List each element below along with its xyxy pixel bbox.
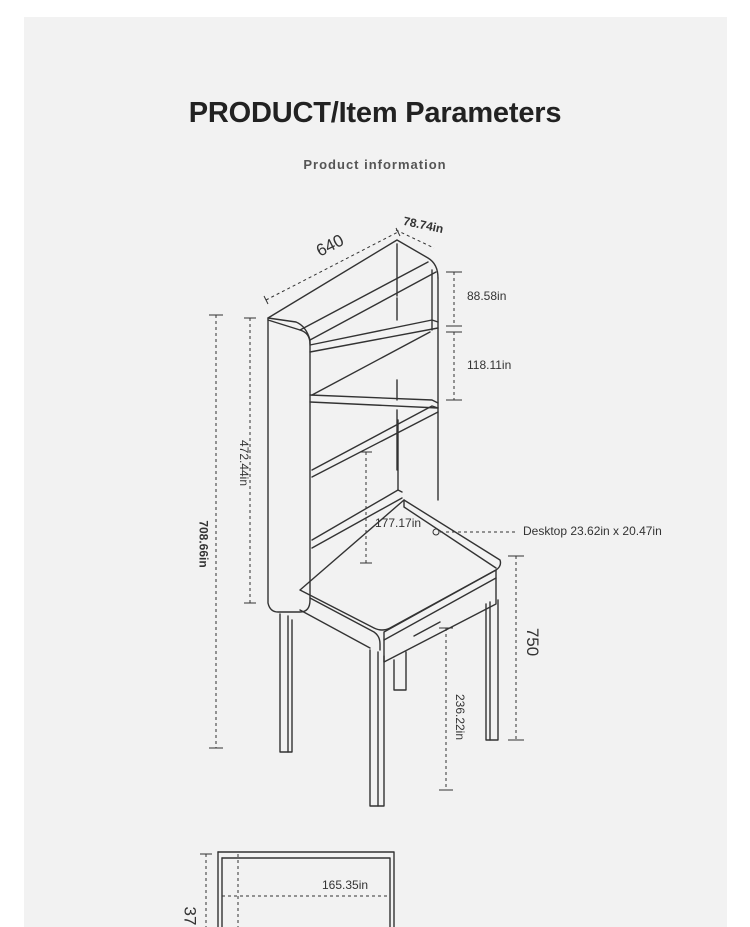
- width-label: 640: [313, 230, 347, 261]
- drawer-width-label: 165.35in: [322, 878, 369, 892]
- bookcase-height-label: 472.44in: [237, 439, 252, 487]
- depth-label: 78.74in: [401, 213, 445, 237]
- drawer-depth-label: 37: [180, 906, 200, 926]
- page-title: PRODUCT/Item Parameters: [188, 97, 562, 129]
- top-section-label: 88.58in: [467, 289, 507, 303]
- shelf-gap-label: 118.11in: [467, 358, 512, 372]
- desk-height-label: 750: [523, 627, 543, 657]
- leg-height-label: 236.22in: [453, 693, 468, 741]
- desk-inner-label: 177.17in: [375, 516, 422, 530]
- total-height-label: 708.66in: [196, 520, 211, 568]
- page-subtitle: Product information: [303, 157, 447, 172]
- desktop-size-label: Desktop 23.62in x 20.47in: [523, 524, 662, 538]
